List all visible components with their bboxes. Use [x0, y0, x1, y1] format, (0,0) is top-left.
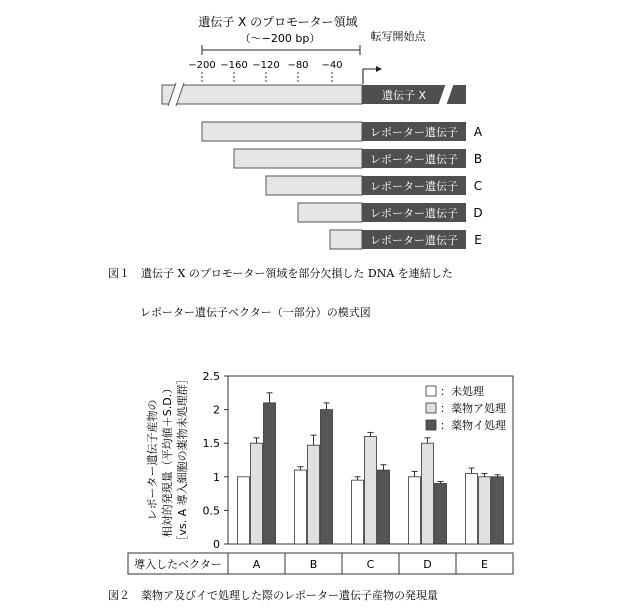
- bar: [251, 443, 263, 544]
- bar: [295, 470, 307, 544]
- y-tick-label: 2.5: [202, 370, 220, 383]
- legend-label: ：薬物ア処理: [440, 402, 506, 415]
- tick-label: −200: [188, 60, 216, 71]
- figure1: [108, 14, 483, 319]
- y-tick-label: 2: [213, 403, 220, 417]
- bar-groups: [238, 393, 504, 544]
- bar: [409, 477, 421, 544]
- reporter-gene-label: レポーター遺伝子: [370, 153, 458, 166]
- tick-label: −160: [220, 60, 248, 71]
- construct-id: B: [473, 152, 483, 166]
- gene-x-promoter-box: [162, 85, 362, 104]
- bar: [238, 477, 250, 544]
- figure1-caption-line2: レポーター遺伝子ベクター（一部分）の模式図: [140, 306, 371, 319]
- ylabel-line1: レポーター遺伝子産物の: [146, 399, 159, 521]
- figure1-caption-line1: 図１ 遺伝子 X のプロモーター領域を部分欠損した DNA を連結した: [108, 267, 453, 280]
- y-tick-label: 0.5: [202, 504, 220, 518]
- x-category-label: B: [309, 558, 318, 571]
- bar: [492, 477, 504, 544]
- tss-arrow: [363, 69, 376, 84]
- tick-label: −40: [321, 60, 343, 71]
- tick-label: −80: [287, 60, 309, 71]
- construct-id: A: [473, 125, 483, 139]
- promoter-fragment: [330, 230, 362, 249]
- x-row-label: 導入したベクター: [134, 558, 222, 571]
- construct-id: E: [474, 233, 482, 247]
- bar: [479, 477, 491, 544]
- y-tick-label: 1: [213, 470, 220, 484]
- figure2-caption: 図２ 薬物ア及びイで処理した際のレポーター遺伝子産物の発現量: [108, 589, 438, 602]
- x-category-label: D: [423, 558, 432, 571]
- figure2: [108, 370, 513, 602]
- bar: [435, 484, 447, 544]
- promoter-fragment: [298, 203, 362, 222]
- bar: [365, 436, 377, 544]
- legend-swatch: [426, 403, 436, 413]
- position-ticks: [188, 60, 342, 84]
- promoter-fragment: [234, 149, 362, 168]
- bar: [422, 443, 434, 544]
- legend-swatch: [426, 386, 436, 396]
- promoter-range: （〜−200 bp）: [239, 32, 321, 45]
- bar: [466, 473, 478, 544]
- construct-id: C: [473, 179, 483, 193]
- promoter-fragment: [202, 122, 362, 141]
- reporter-gene-label: レポーター遺伝子: [370, 126, 458, 139]
- reporter-gene-label: レポーター遺伝子: [370, 207, 458, 220]
- promoter-label: 遺伝子 X のプロモーター領域: [198, 15, 358, 29]
- x-category-label: C: [366, 558, 375, 571]
- y-tick-label: 1.5: [202, 437, 220, 451]
- x-category-label: E: [481, 558, 488, 571]
- construct-id: D: [473, 206, 483, 220]
- bar: [264, 403, 276, 544]
- y-tick-label: 0: [213, 538, 220, 551]
- gene-x-label: 遺伝子 X: [381, 89, 427, 102]
- bar: [321, 410, 333, 544]
- tick-label: −120: [252, 60, 280, 71]
- bar: [308, 445, 320, 544]
- y-axis: [203, 370, 229, 551]
- tss-arrowhead-icon: [376, 66, 382, 72]
- ylabel-line2: 相対的発現量（平均値＋S.D.）: [161, 382, 174, 538]
- legend: [426, 384, 506, 432]
- ylabel-line3: ［vs. A 導入細胞の薬物未処理群］: [176, 373, 189, 547]
- y-axis-label: [145, 373, 189, 546]
- construct-rows: [202, 122, 483, 249]
- legend-label: ：未処理: [440, 385, 484, 398]
- x-axis-table: [128, 553, 513, 574]
- legend-swatch: [426, 420, 436, 430]
- promoter-fragment: [266, 176, 362, 195]
- x-category-label: A: [252, 558, 261, 571]
- tss-label: 転写開始点: [370, 30, 426, 43]
- reporter-gene-label: レポーター遺伝子: [370, 234, 458, 247]
- bar: [378, 470, 390, 544]
- bar: [352, 480, 364, 544]
- gene-x-construct: [162, 83, 466, 106]
- legend-label: ：薬物イ処理: [440, 419, 506, 432]
- reporter-gene-label: レポーター遺伝子: [370, 180, 458, 193]
